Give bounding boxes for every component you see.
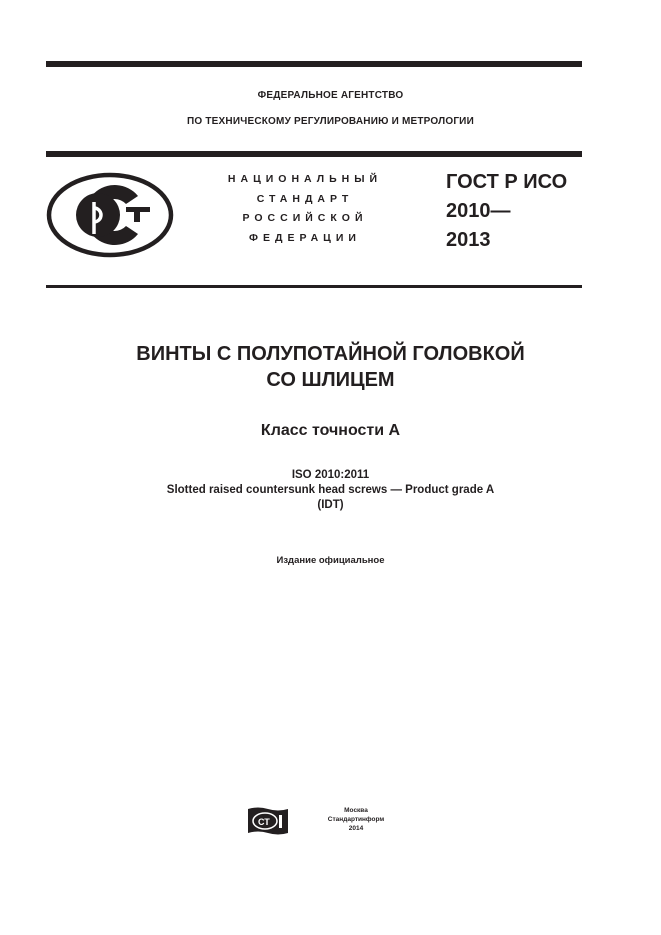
middle-rule (46, 151, 582, 157)
publisher-info (316, 806, 396, 833)
document-title (0, 341, 661, 393)
national-standard-line-2: СТАНДАРТ (256, 192, 354, 205)
publisher-year: 2014 (348, 825, 364, 832)
publisher-name: Стандартинформ (327, 816, 385, 823)
iso-reference (0, 468, 661, 513)
title-line-1: ВИНТЫ С ПОЛУПОТАЙНОЙ ГОЛОВКОЙ (136, 343, 525, 365)
svg-text:СТ: СТ (258, 817, 270, 827)
top-rule (46, 61, 582, 67)
agency-line-2: ПО ТЕХНИЧЕСКОМУ РЕГУЛИРОВАНИЮ И МЕТРОЛОГИИ (187, 116, 474, 127)
rst-gost-logo-icon (46, 172, 174, 258)
designation-line-3: 2013 (446, 229, 491, 251)
national-standard-label (200, 170, 410, 248)
bottom-rule (46, 285, 582, 288)
iso-equivalence: (IDT) (317, 499, 344, 511)
publisher-city: Москва (344, 807, 368, 814)
designation-line-2: 2010— (446, 200, 511, 222)
agency-line-1: ФЕДЕРАЛЬНОЕ АГЕНТСТВО (257, 90, 404, 101)
document-subtitle: Класс точности А (260, 422, 401, 439)
national-standard-line-4: ФЕДЕРАЦИИ (249, 231, 361, 244)
national-standard-line-1: НАЦИОНАЛЬНЫЙ (227, 173, 383, 185)
iso-english-title: Slotted raised countersunk head screws — Product grade A (166, 484, 495, 496)
standard-designation (446, 168, 567, 255)
iso-number: ISO 2010:2011 (291, 469, 370, 481)
edition-label: Издание официальное (276, 555, 385, 566)
standartinform-logo-icon (248, 806, 288, 836)
national-standard-line-3: РОССИЙСКОЙ (242, 212, 368, 224)
designation-line-1: ГОСТ Р ИСО (446, 171, 568, 193)
title-line-2: СО ШЛИЦЕМ (266, 369, 395, 391)
